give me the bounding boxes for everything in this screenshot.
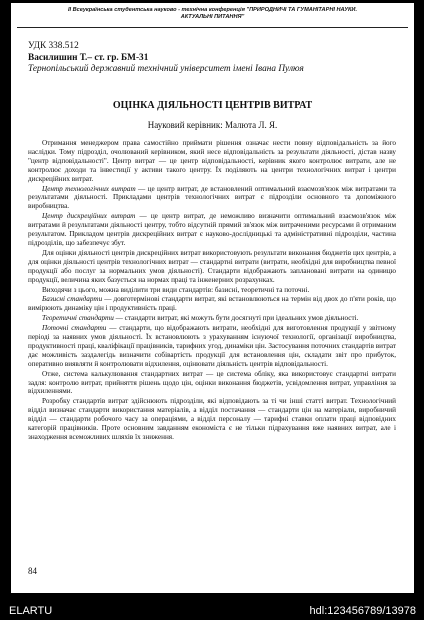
paragraph: Поточні стандарти — стандарти, що відображають витрати, необхідні для виготовлення продукції у звітному періоді за наявних умов діяльності. Їх встановлюють з урахуванням існуючої технології, організації виробництва, продуктивності праці, кваліфікації працівників, тарифних угод, динаміки цін. Застосування поточних стандартів витрат дає можливість заздалегідь визначити собівартість продукції для встановлення цін, складати звіт про прибуток, оперативно виявляти й контролювати відхилення, оцінювати діяльність центрів відповідальності. xyxy=(28,324,396,368)
paragraph: Центр технологічних витрат — це центр витрат, де встановлений оптимальний взаємозв'язок між витратами та результатами діяльності. Прикладами центрів технологічних витрат є підрозділи основного та допоміжного виробництва. xyxy=(28,184,396,211)
article-title: ОЦІНКА ДІЯЛЬНОСТІ ЦЕНТРІВ ВИТРАТ xyxy=(112,100,313,111)
term: Центр технологічних витрат xyxy=(42,184,136,193)
term: Поточні стандарти xyxy=(42,324,107,333)
paragraph: Виходячи з цього, можна виділити три види стандартів: базисні, теоретичні та поточні. xyxy=(42,285,310,294)
paragraph: Центр дискреційних витрат — це центр витрат, де неможливо визначити оптимальний взаємозв'язок між витратами й результатами діяльності центру, тобто відсутній прямий зв'язок між витраченими ресурсами й отриманим результатом. Прикладом центрів дискреційних витрат є науково-дослідницькі та адміністративні підрозділи, частина підрозділів, що забезпечує збут. xyxy=(28,212,396,247)
paragraph: Теоретичні стандарти — стандарти витрат, які можуть бути досягнуті при ідеальних умов діяльності. xyxy=(42,314,359,323)
header-rule xyxy=(17,27,408,28)
scientific-advisor: Науковий керівник: Малюта Л. Я. xyxy=(147,120,278,130)
viewer-footer xyxy=(0,600,424,620)
paragraph: Отримання менеджером права самостійно приймати рішення означає нести повну відповідальність за його наслідки. Тому підрозділ, очолюваний керівником, який несе відповідальність за результати діяльності, дістав назву "центр відповідальності". Центр витрат — це центр відповідальності, керівник якого контролює витрати, але не контролює доходи та інвестиції у активи такого центру. Їх поділяють на центри технологічних витрат і центри дискреційних витрат. xyxy=(28,139,396,183)
article-body xyxy=(28,139,396,443)
article-meta xyxy=(28,41,304,76)
paragraph: Отже, система калькулювання стандартних витрат — це система обліку, яка використовує стандартні витрати задля: контролю витрат, прийняття рішень щодо цін, оцінки виконання бюджетів, усвідомлення витрат, управління за відхиленнями. xyxy=(28,369,396,396)
page-number: 84 xyxy=(28,566,37,576)
term: Базисні стандарти xyxy=(42,295,103,304)
udc-code: УДК 338.512 xyxy=(28,41,79,51)
header-line-2: АКТУАЛЬНІ ПИТАННЯ" xyxy=(180,14,245,20)
header-line-1: ІІ Всеукраїнська студентська науково - технічна конференція "ПРИРОДНИЧІ ТА ГУМАНІТАРНІ НАУКИ. xyxy=(67,7,358,13)
repository-name: ELARTU xyxy=(9,605,53,617)
document-page xyxy=(11,3,414,593)
term: Теоретичні стандарти xyxy=(42,314,114,323)
handle-id: hdl:123456789/13978 xyxy=(309,605,416,617)
paragraph: Базисні стандарти — довготермінові стандарти витрат, які встановлюються на термін від двох до п'яти років, що вимірюють динаміку цін і продуктивність праці. xyxy=(28,295,396,313)
conference-header xyxy=(11,7,414,21)
author-line: Василишин Т.– ст. гр. БМ-31 xyxy=(28,52,149,63)
affiliation: Тернопільський державний технічний університет імені Івана Пулюя xyxy=(28,64,304,74)
term: Центр дискреційних витрат xyxy=(42,212,136,221)
paragraph: Розробку стандартів витрат здійснюють підрозділи, які відповідають за ті чи інші статті витрат. Технологічний відділ визначає стандарти використання матеріалів, а відділ постачання — стандарти цін на матеріали, виробничий відділ — стандарти робочого часу за операціями, а відділ персоналу — тарифні ставки оплати праці відповідних категорій працівників. Проте основним завданням економіста є не тільки підрахування вже наявних витрат, але і знаходження всеможливих шляхів їх зниження. xyxy=(28,397,396,441)
paragraph: Для оцінки діяльності центрів дискреційних витрат використовують результати виконання бюджетів цих центрів, а для оцінки діяльності центрів технологічних витрат — стандартні витрати (витрати, необхідні для виробництва певної продукції або послуг за нормальних умов діяльності). Стандарти відображають заплановані витрати на одиницю продукції, величина яких базується на нормах праці та інженерних розрахунках. xyxy=(28,248,396,284)
